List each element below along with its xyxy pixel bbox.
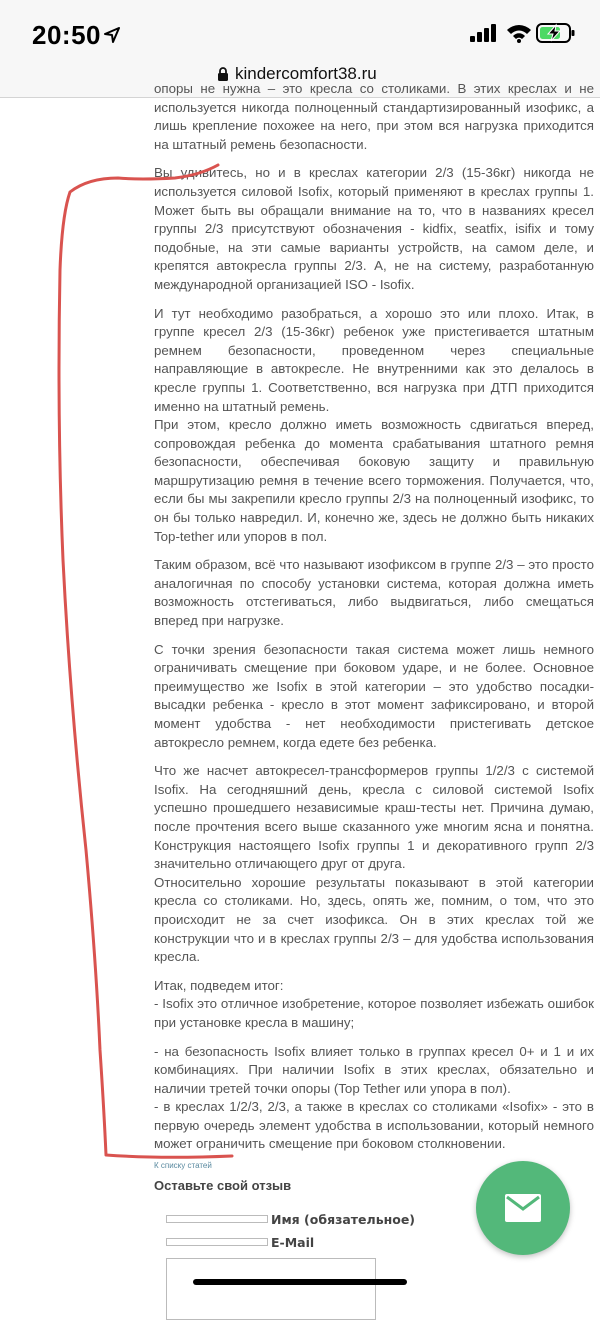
article-paragraph: С точки зрения безопасности такая система может лишь немного ограничивать смещение при боковом ударе, и не более. Основное преимущество же Isofix в этой категории – это удобство посадки-высадки ребенка - кресло в этот момент зафиксировано, и второй момент удобства - нет необходимости пристегивать детское автокресло ремнем, когда едете без ребенка.: [154, 641, 594, 750]
article-paragraph: Что же насчет автокресел-трансформеров группы 1/2/3 с системой Isofix. На сегодняшний день, кресла с силовой системой Isofix успешно прошедшего независимые краш-тесты нет. Причина думаю, после прочтения всего выше сказанного уже многим ясна и понятна. Конструкция настоящего Isofix группы 1 и декоративного групп 2/3 значительно отличающего друг от друга.: [154, 763, 594, 872]
name-label: Имя (обязательное): [271, 1212, 416, 1227]
cellular-signal-icon: [470, 24, 498, 42]
status-bar: [0, 0, 600, 60]
review-textarea[interactable]: [166, 1258, 376, 1320]
article-paragraph: При этом, кресло должно иметь возможность сдвигаться вперед, сопровождая ребенка до момента срабатывания штатного ремня безопасности, обеспечивая боковую защиту и правильную маршрутизацию ремня в течение всего торможения. Получается, что, если бы мы закрепили кресло группы 2/3 на полноценный изофикс, то он бы только навредил. И, конечно же, здесь не должно быть никаких Top-tether или упоров в пол.: [154, 417, 594, 544]
article-paragraph: Вы удивитесь, но и в креслах категории 2/3 (15-36кг) никогда не используется силовой Isofix, который применяют в креслах группы 1. Может быть вы обращали внимание на то, что в названиях кресел группы 2/3 присутствуют обозначения - kidfix, seatfix, isifix и тому подобные, на эти самые варианты устройств, на самом деле, и крепятся автокресла группы 2/3. А, не на систему, разработанную международной организацией ISO - Isofix.: [154, 165, 594, 292]
name-input[interactable]: [166, 1215, 268, 1223]
wifi-icon: [506, 23, 532, 43]
article-paragraph: - Isofix это отличное изобретение, которое позволяет избежать ошибок при установке кресла в машину;: [154, 996, 594, 1030]
contact-mail-button[interactable]: [476, 1161, 570, 1255]
location-arrow-icon: [104, 27, 120, 43]
article-body: [154, 80, 594, 1164]
back-to-articles-link[interactable]: К списку статей: [154, 1161, 212, 1170]
article-paragraph: Итак, подведем итог:: [154, 977, 284, 993]
email-input[interactable]: [166, 1238, 268, 1246]
battery-charging-icon: [536, 22, 576, 44]
home-indicator[interactable]: [193, 1279, 407, 1285]
email-label: E-Mail: [271, 1235, 315, 1250]
article-paragraph: - в креслах 1/2/3, 2/3, а также в креслах со столиками «Isofix» - это в первую очередь элемент удобства в использовании, который немного может ограничить смещение при боковом столкновении.: [154, 1099, 594, 1152]
review-title: Оставьте свой отзыв: [154, 1178, 292, 1193]
article-paragraph: - на безопасность Isofix влияет только в группах кресел 0+ и 1 и их комбинациях. При наличии Isofix в этих креслах, обязательно и наличии третей точки опоры (Top Tether или упора в пол).: [154, 1043, 594, 1096]
mail-icon: [504, 1193, 542, 1223]
article-paragraph: Таким образом, всё что называют изофиксом в группе 2/3 – это просто аналогичная по способу установки система, которая должна иметь возможность отстегиваться, либо выдвигаться, либо смещаться вперед при нагрузке.: [154, 557, 594, 629]
article-paragraph: опоры не нужна – это кресла со столиками. В этих креслах и не используется никогда полноценный стандартизированный изофикс, а лишь крепление похожее на него, при этом вся нагрузка приходится на штатный ремень безопасности.: [154, 81, 594, 152]
article-paragraph: Относительно хорошие результаты показывают в этой категории кресла со столиками. Но, здесь, опять же, помним, о том, что это происходит не за счет изофикса. Он в этих креслах той же конструкции что и в креслах группы 2/3 – для удобства использования кресла.: [154, 874, 594, 965]
page-url: kindercomfort38.ru: [235, 64, 377, 83]
status-time: 20:50: [32, 20, 101, 50]
article-paragraph: И тут необходимо разобраться, а хорошо это или плохо. Итак, в группе кресел 2/3 (15-36кг) ребенок уже пристегивается штатным ремнем безопасности, проведенном через специальные направляющие в автокресле. Не внутренними как это делалось в кресле группы 1. Соответственно, вся нагрузка при ДТП приходится именно на штатный ремень.: [154, 305, 594, 414]
